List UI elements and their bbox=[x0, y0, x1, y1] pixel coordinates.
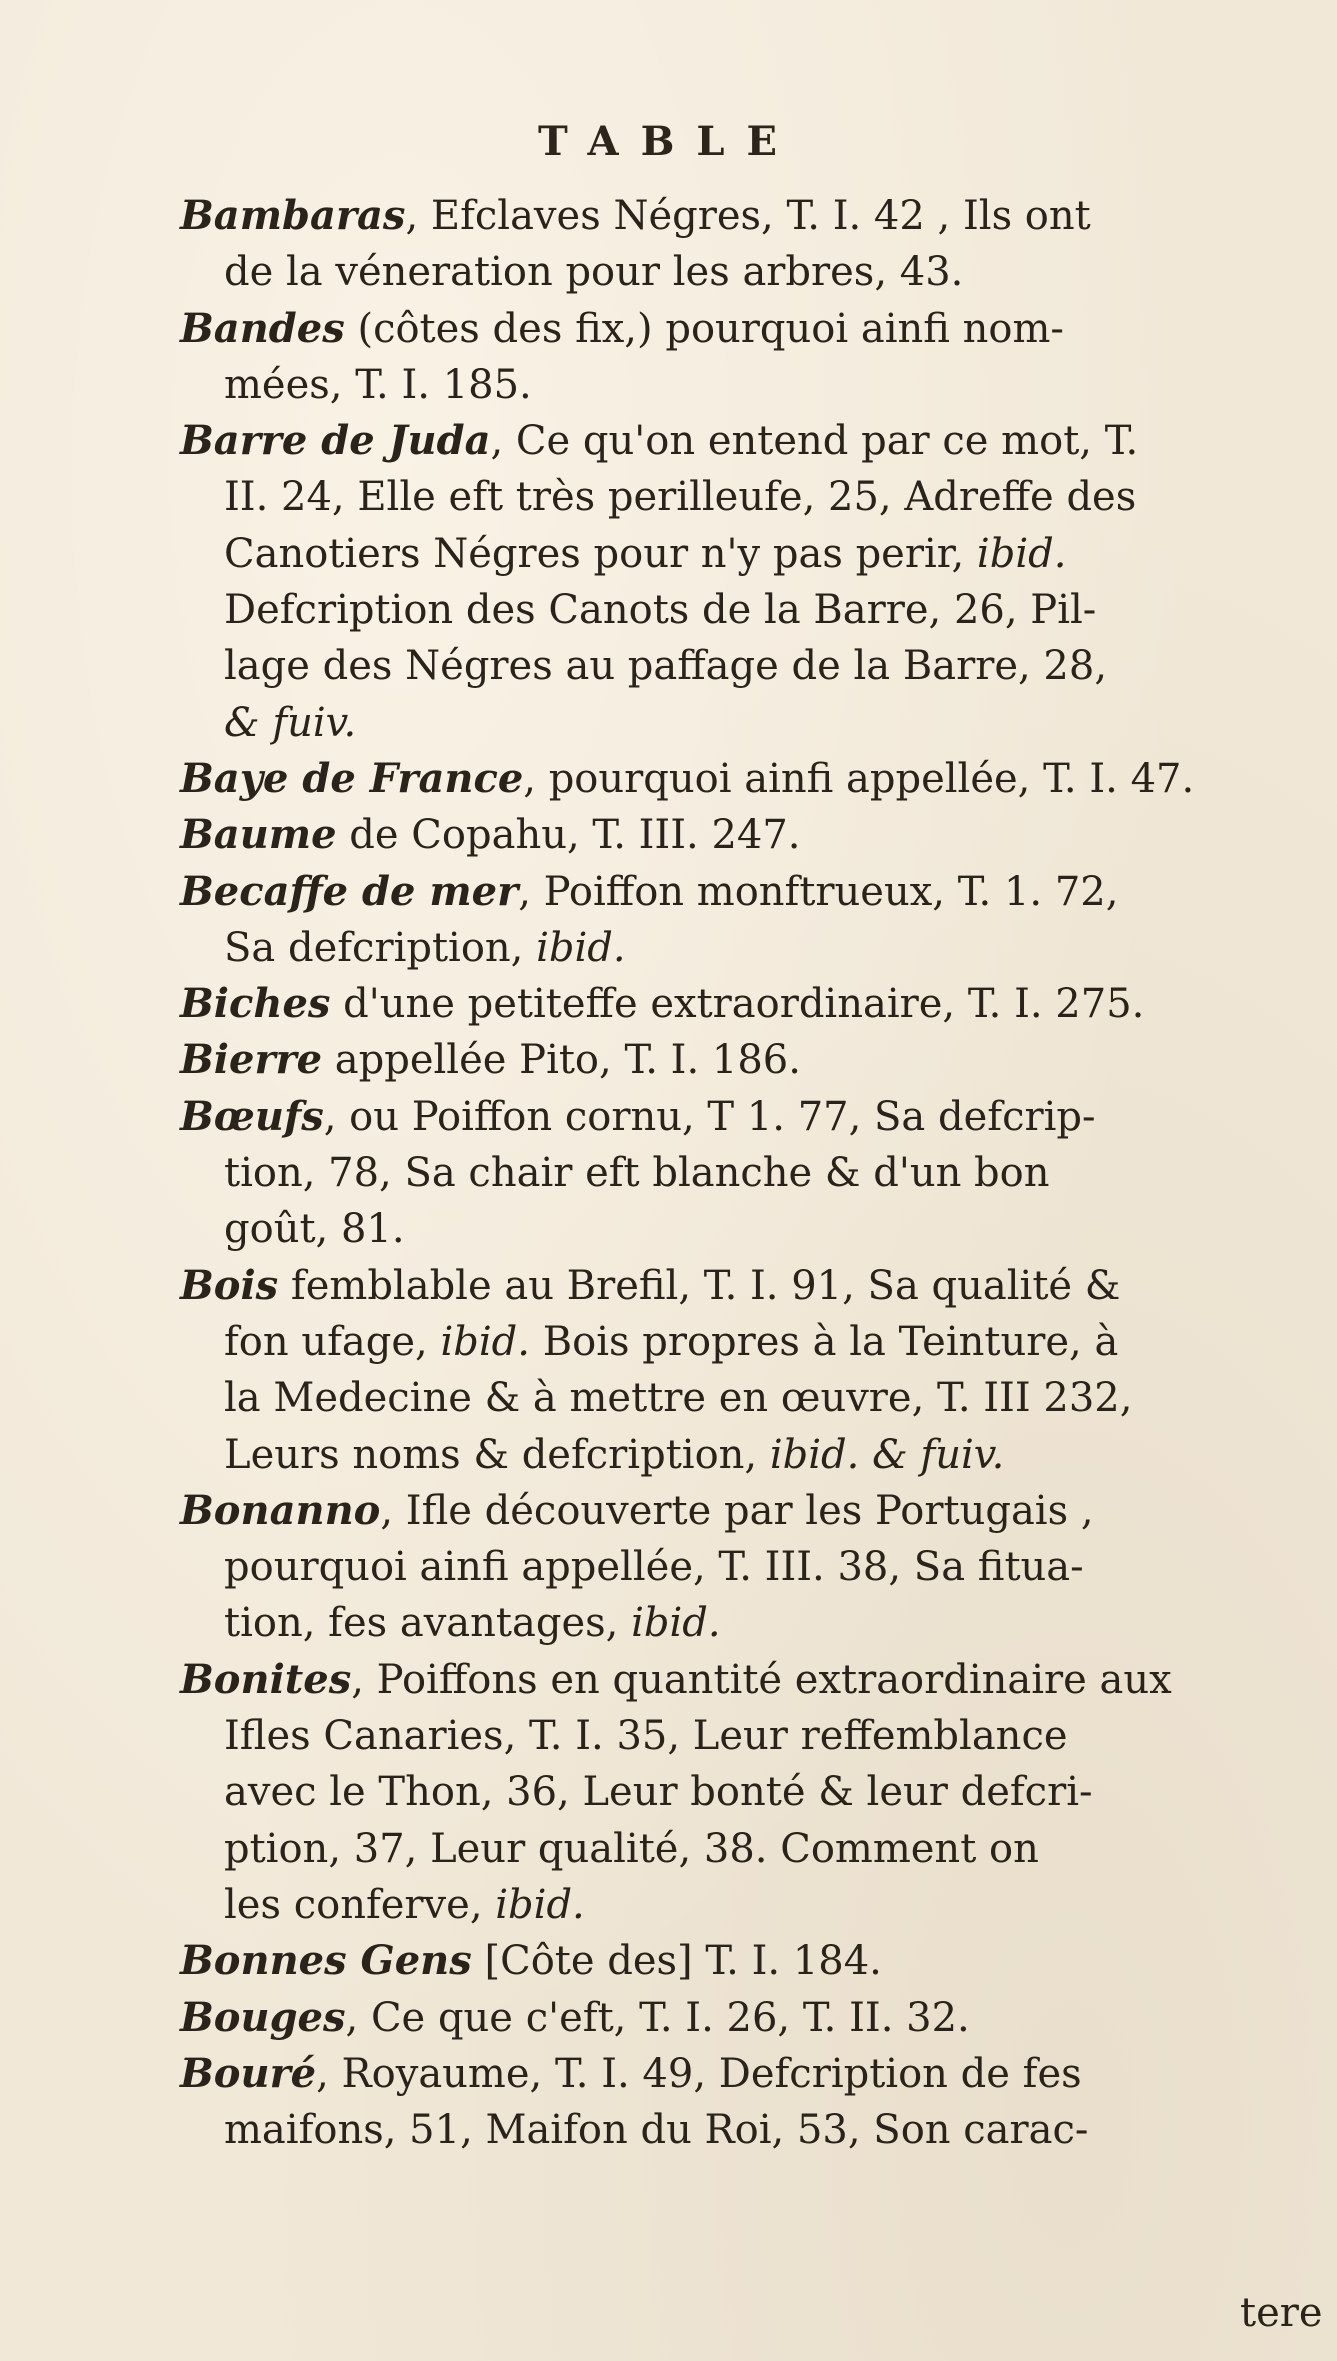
index-entry bbox=[180, 1933, 1280, 1989]
entry-continuation-line: Leurs noms & defcription, ibid. & fuiv. bbox=[224, 1431, 1005, 1478]
index-entry bbox=[180, 2046, 1280, 2159]
entry-continuation-line: lage des Négres au paffage de la Barre, 28, bbox=[224, 643, 1108, 690]
entry-headword: Bandes bbox=[180, 304, 345, 352]
entry-continuation-line: Defcription des Canots de la Barre, 26, Pil- bbox=[224, 587, 1097, 634]
entry-first-line: Baume de Copahu, T. III. 247. bbox=[180, 811, 801, 859]
entry-headword: Bois bbox=[180, 1261, 279, 1309]
entry-first-line: Bandes (côtes des fix,) pourquoi ainfi nom- bbox=[180, 304, 1064, 352]
entry-headword: Biches bbox=[180, 980, 331, 1028]
index-entry bbox=[180, 1483, 1280, 1652]
entry-first-line: Bois femblable au Brefil, T. I. 91, Sa qualité & bbox=[180, 1261, 1121, 1309]
entry-continuation-line: la Medecine & à mettre en œuvre, T. III 232, bbox=[224, 1375, 1133, 1422]
index-entry bbox=[180, 976, 1280, 1032]
entry-first-line: Bierre appellée Pito, T. I. 186. bbox=[180, 1036, 801, 1084]
entry-first-line: Baye de France, pourquoi ainfi appellée, T. I. 47. bbox=[180, 754, 1195, 802]
entry-continuation-line: II. 24, Elle eft très perilleufe, 25, Adreffe des bbox=[224, 474, 1137, 521]
entry-continuation-line: goût, 81. bbox=[224, 1206, 405, 1253]
index-entry bbox=[180, 751, 1280, 807]
index-entry bbox=[180, 1089, 1280, 1258]
entry-first-line: Bouré, Royaume, T. I. 49, Defcription de fes bbox=[180, 2049, 1082, 2097]
entry-continuation-line: fon ufage, ibid. Bois propres à la Teinture, à bbox=[224, 1318, 1119, 1365]
entry-first-line: Bœufs, ou Poiffon cornu, T 1. 77, Sa defcrip- bbox=[180, 1092, 1096, 1140]
entry-continuation-line: mées, T. I. 185. bbox=[224, 361, 532, 408]
running-header: TABLE bbox=[537, 118, 800, 165]
entry-headword: Bambaras bbox=[180, 192, 406, 239]
catchword: tere bbox=[1240, 2290, 1323, 2336]
entry-first-line: Barre de Juda, Ce qu'on entend par ce mot, T. bbox=[180, 417, 1139, 465]
entry-continuation-line: Canotiers Négres pour n'y pas perir, ibid. bbox=[224, 530, 1067, 577]
entry-headword: Bouré bbox=[180, 2049, 317, 2097]
index-column bbox=[180, 188, 1280, 2158]
entry-headword: Baye de France bbox=[180, 754, 524, 802]
entry-headword: Barre de Juda bbox=[180, 417, 491, 465]
entry-continuation-line: Ifles Canaries, T. I. 35, Leur reffemblance bbox=[224, 1713, 1068, 1760]
index-entry bbox=[180, 1258, 1280, 1483]
entry-continuation-line: pourquoi ainfi appellée, T. III. 38, Sa fitua- bbox=[224, 1544, 1084, 1591]
index-entry bbox=[180, 864, 1280, 977]
index-entry bbox=[180, 413, 1280, 751]
entry-continuation-line: ption, 37, Leur qualité, 38. Comment on bbox=[224, 1825, 1039, 1872]
index-entry bbox=[180, 301, 1280, 414]
entry-headword: Bonites bbox=[180, 1655, 352, 1703]
index-entry bbox=[180, 807, 1280, 863]
entry-headword: Bonnes Gens bbox=[180, 1937, 472, 1985]
entry-continuation-line: tion, fes avantages, ibid. bbox=[224, 1600, 721, 1647]
entry-first-line: Bonites, Poiffons en quantité extraordinaire aux bbox=[180, 1655, 1172, 1703]
entry-headword: Bierre bbox=[180, 1036, 323, 1084]
entry-first-line: Becaffe de mer, Poiffon monftrueux, T. 1. 72, bbox=[180, 867, 1119, 915]
entry-continuation-line: Sa defcription, ibid. bbox=[224, 924, 626, 971]
index-entry bbox=[180, 188, 1280, 301]
entry-continuation-line: tion, 78, Sa chair eft blanche & d'un bon bbox=[224, 1150, 1050, 1197]
index-entry bbox=[180, 1652, 1280, 1933]
entry-first-line: Bambaras, Efclaves Négres, T. I. 42 , Ils ont bbox=[180, 192, 1091, 239]
entry-first-line: Biches d'une petiteffe extraordinaire, T. I. 275. bbox=[180, 980, 1145, 1028]
entry-first-line: Bonanno, Ifle découverte par les Portugais , bbox=[180, 1486, 1094, 1534]
entry-headword: Bouges bbox=[180, 1993, 346, 2041]
entry-continuation-line: & fuiv. bbox=[224, 699, 357, 746]
entry-continuation-line: maifons, 51, Maifon du Roi, 53, Son carac- bbox=[224, 2107, 1089, 2154]
entry-first-line: Bonnes Gens [Côte des] T. I. 184. bbox=[180, 1937, 882, 1985]
entry-continuation-line: de la véneration pour les arbres, 43. bbox=[224, 249, 964, 296]
index-entry bbox=[180, 1990, 1280, 2046]
entry-headword: Bœufs bbox=[180, 1092, 324, 1140]
entry-first-line: Bouges, Ce que c'eft, T. I. 26, T. II. 32. bbox=[180, 1993, 970, 2041]
entry-headword: Baume bbox=[180, 811, 337, 859]
entry-headword: Bonanno bbox=[180, 1486, 381, 1534]
entry-continuation-line: les conferve, ibid. bbox=[224, 1881, 585, 1928]
entry-headword: Becaffe de mer bbox=[180, 867, 519, 915]
index-entry bbox=[180, 1032, 1280, 1088]
entry-continuation-line: avec le Thon, 36, Leur bonté & leur defcri- bbox=[224, 1769, 1093, 1816]
